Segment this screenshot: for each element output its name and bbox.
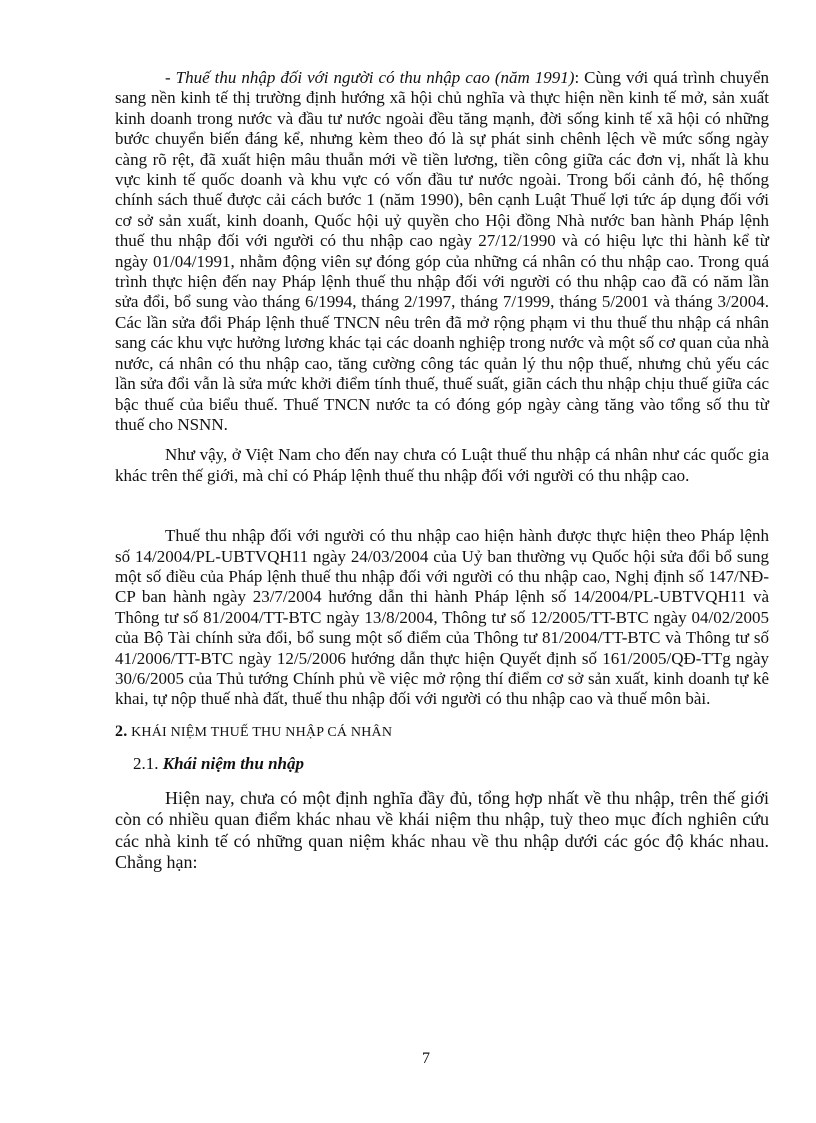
- document-page: [115, 68, 769, 874]
- paragraph-high-income-tax-history: [115, 68, 769, 435]
- section-number: 2.: [115, 722, 128, 740]
- page-number: 7: [422, 1050, 430, 1067]
- subsection-number: 2.1.: [133, 753, 163, 773]
- paragraph-income-concept: Hiện nay, chưa có một định nghĩa đầy đủ, tổng hợp nhất về thu nhập, trên thế giới còn có nhiều quan điểm khác nhau về khái niệm thu nhập, tuỳ theo mục đích nghiên cứu các nhà kinh tế có những quan niệm khác nhau về thu nhập dưới các góc độ khác nhau. Chẳng hạn:: [115, 787, 769, 873]
- section-heading: [115, 723, 769, 741]
- section-title: KHÁI NIỆM THUẾ THU NHẬP CÁ NHÂN: [127, 724, 393, 740]
- subsection-heading: [115, 754, 769, 774]
- paragraph-body: : Cùng với quá trình chuyển sang nền kinh tế thị trường định hướng xã hội chủ nghĩa và thực hiện nền kinh tế mở, sản xuất kinh doanh trong nước và đầu tư nước ngoài đều tăng mạnh, đời sống kinh tế xã hội có những bước chuyển biến đáng kể, nhưng kèm theo đó là sự phát sinh chênh lệch về mức sống ngày càng rõ rệt, đã xuất hiện mâu thuẫn mới về tiền lương, tiền công giữa các đơn vị, nhất là khu vực kinh tế quốc doanh và khu vực có vốn đầu tư nước ngoài. Trong bối cảnh đó, hệ thống chính sách thuế được cải cách bước 1 (năm 1990), bên cạnh Luật Thuế lợi tức áp dụng đối với cơ sở sản xuất, kinh doanh, Quốc hội uỷ quyền cho Hội đồng Nhà nước ban hành Pháp lệnh thuế thu nhập đối với người có thu nhập cao ngày 27/12/1990 và có hiệu lực thi hành kể từ ngày 01/04/1991, nhằm động viên sự đóng góp của những cá nhân có thu nhập cao. Trong quá trình thực hiện đến nay Pháp lệnh thuế thu nhập đối với người có thu nhập cao đã có năm lần sửa đổi, bổ sung vào tháng 6/1994, tháng 2/1997, tháng 7/1999, tháng 5/2001 và tháng 3/2004. Các lần sửa đổi Pháp lệnh thuế TNCN nêu trên đã mở rộng phạm vi thu thuế thu nhập cá nhân sang các khu vực hưởng lương khác tại các doanh nghiệp trong nước và một số cơ quan của nhà nước, cá nhân có thu nhập cao, tăng cường công tác quản lý thu nộp thuế, nhưng chủ yếu các lần sửa đổi vẫn là sửa mức khởi điểm tính thuế, thuế suất, giãn cách thu nhập chịu thuế giữa các bậc thuế của biểu thuế. Thuế TNCN nước ta có đóng góp ngày càng tăng vào tổng số thu từ thuế cho NSNN.: [115, 68, 769, 434]
- page-number-container: [0, 1050, 816, 1068]
- subsection-title: Khái niệm thu nhập: [162, 753, 305, 773]
- paragraph-current-regulations: Thuế thu nhập đối với người có thu nhập cao hiện hành được thực hiện theo Pháp lệnh số 14/2004/PL-UBTVQH11 ngày 24/03/2004 của Uỷ ban thường vụ Quốc hội sửa đổi bổ sung một số điều của Pháp lệnh thuế thu nhập đối với người có thu nhập cao, Nghị định số 147/NĐ-CP ban hành ngày 23/7/2004 hướng dẫn thi hành Pháp lệnh số 14/2004/PL-UBTVQH11 và Thông tư số 81/2004/TT-BTC ngày 13/8/2004, Thông tư số 12/2005/TT-BTC ngày 04/02/2005 của Bộ Tài chính sửa đổi, bổ sung một số điểm của Thông tư 81/2004/TT-BTC và Thông tư số 41/2006/TT-BTC ngày 12/5/2006 hướng dẫn thực hiện Quyết định số 161/2005/QĐ-TTg ngày 30/6/2005 của Thủ tướng Chính phủ về việc mở rộng thí điểm cơ sở sản xuất, kinh doanh tự kê khai, tự nộp thuế nhà đất, thuế thu nhập đối với người có thu nhập cao và thuế môn bài.: [115, 526, 769, 709]
- paragraph-lead-italic: - Thuế thu nhập đối với người có thu nhập cao (năm 1991): [165, 68, 575, 87]
- paragraph-vietnam-summary: Như vậy, ở Việt Nam cho đến nay chưa có Luật thuế thu nhập cá nhân như các quốc gia khác trên thế giới, mà chỉ có Pháp lệnh thuế thu nhập đối với người có thu nhập cao.: [115, 445, 769, 485]
